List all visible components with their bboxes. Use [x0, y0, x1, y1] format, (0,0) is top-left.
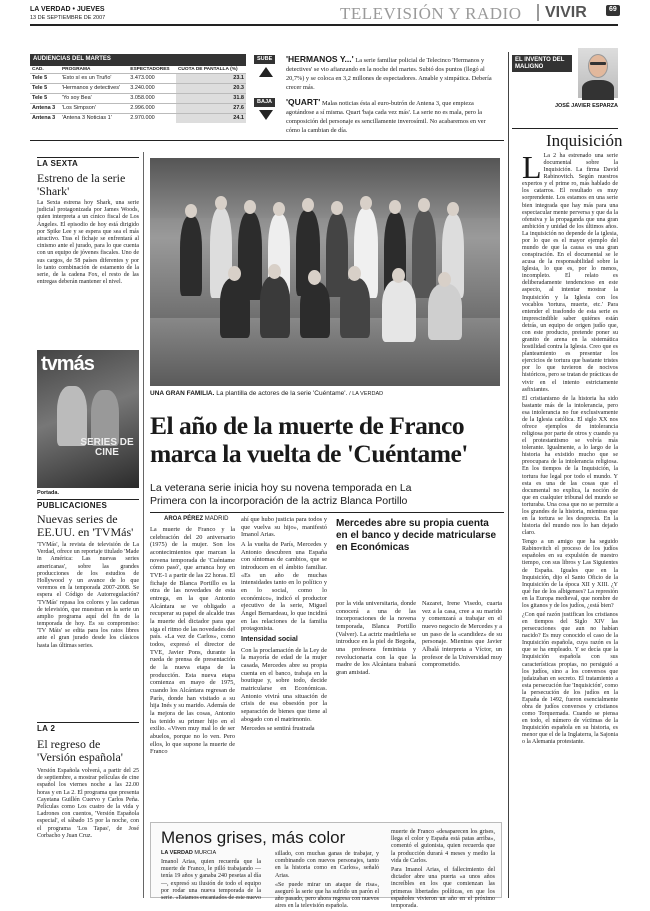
pub-tag: PUBLICACIONES: [37, 501, 108, 510]
header-rule: [30, 24, 618, 26]
audiencias-box: [30, 54, 246, 123]
sube-label: SUBE: [254, 55, 275, 64]
lasexta-text: La Sexta estrena hoy Shark, una serie judicial protagonizada por James Woods, quien interpreta a un cínico fiscal de Los Ángeles. El episodio de hoy está dirigido por Spike Lee y se espera que sea el más atractivo. Tras el fichaje se enfrentará al cinismo ante el jurado, para lo que cuenta con un equipo de jóvenes fiscales. Uno de sus cargos, de 58 países diferentes y por lo tanto combinación de estamento de la serie, de la cadena Fox, el resto de las entregas deberán mantener el nivel.: [37, 200, 139, 286]
table-row: [30, 94, 246, 104]
header-vivir: VIVIR: [545, 4, 587, 21]
main-headline-line1: El año de la muerte de Franco: [150, 411, 465, 440]
main-col2c-text: Con la proclamación de la Ley de la mayoría de edad de la mujer casada, Mercedes abre su propia cuenta en el banco, trabaja en la boutique y, sobre todo, decide matricularse en Económicas. Antonio vivirá una situación de crisis de esa obsesión por la separación de bienes que tiene al abogado con el matrimonio.: [241, 646, 327, 723]
invento-headline: Inquisición: [546, 131, 623, 150]
header-date: 13 DE SEPTIEMBRE DE 2007: [30, 15, 106, 21]
menos-col2: [275, 851, 379, 910]
invento-author: JOSÉ JAVIER ESPARZA: [554, 103, 618, 109]
sube-text: La serie familiar policial de Telecinco 'Hermanos y detectives' se vio afianzando en la noche del martes. Subió dos puntos (llegó al 20,7%) y se coloca en 3,2 millones de espectadores. Amable y simpática. Debería crecer más.: [286, 57, 492, 91]
menos-tag: LA VERDAD: [161, 850, 193, 856]
la2-body: [37, 768, 139, 842]
table-row: [30, 74, 246, 84]
pull-quote: Mercedes abre su propia cuenta en el banco y decide matricularse en Económicas: [336, 518, 497, 554]
main-col2b-text: A la vuelta de París, Mercedes y Antonio descubren una España con síntomas de cambios, que se introducen en el ámbito familiar. «Es un año de muchas intensidades tanto en lo político y en lo social, como lo económico», indicó el productor ejecutivo de la serie, Miguel Ángel Bernardeau, lo que incidirá en las relaciones de la familia protagonista.: [241, 541, 327, 633]
menos-city: MURCIA: [194, 850, 217, 856]
la2-text: Versión Española volverá, a partir del 25 de septiembre, a mostrar películas de cine español los viernes noche a las 22.00 horas y en La 2. El programa que presenta Cayetana Guillén Cuervo y Carlos Peña. Películas como Los cuatro de la vida y Ladrones con cuentos, 'Versión Española especial', el sábado 15 por la noche, con el programa 'Los Tapas', de José Corbacho y Juan Cruz.: [37, 768, 139, 839]
baja-title: 'QUART': [286, 97, 321, 107]
menos-col1: [161, 859, 261, 899]
row-prog: 'Hermanos y detectives': [60, 84, 128, 94]
invento-body-clip: [518, 895, 622, 902]
main-headline-line2: marca la vuelta de 'Cuéntame': [150, 439, 468, 469]
table-row: [30, 104, 246, 114]
row-pct: 27.6: [176, 104, 246, 114]
invento-p3: Tengo a un amigo que ha seguido Rabinovitch el proceso de los judíos españoles en su expulsión de nuestro tiempo, con sus libros y Las Siguientes de España. Iguales que en la Inquisición, dijo el Santo Oficio de la Inquisición de la época XII y XIII. ¿Y qué fue de los albigenses? La represión en la Europa medieval, que nombre de los gitanos y de los judíos, ¿está bien?: [522, 539, 618, 609]
col-cuota: CUOTA DE PANTALLA (%): [177, 66, 238, 72]
row-chan: Antena 3: [30, 104, 60, 114]
main-col2-text: ahí que hubo justicia para todos y que vuelva su hijo», manifestó Imanol Arias.: [241, 516, 327, 539]
sube-item: [286, 54, 498, 91]
main-subhead: Intensidad social: [241, 636, 298, 644]
main-photo: [150, 158, 500, 386]
photo-caption-text: La plantilla de actores de la serie 'Cuéntame'.: [216, 390, 348, 397]
byline-author: AROA PÉREZ: [164, 516, 204, 522]
main-col4-text: Nazaret, Irene Visedo, cuarta vez a la casa, cree a su marido y comenzará a trabajar en el nuevo negocio de Mercedes y a un paso de la «candidez» de su personaje. Mientras que Javier Albalá interpreta a Víctor, un profesor de la Universidad muy comprometido.: [422, 600, 502, 669]
row-chan: Tele 5: [30, 94, 60, 104]
sube-title: 'HERMANOS Y...': [286, 54, 354, 64]
baja-item: [286, 97, 498, 134]
table-row: [30, 84, 246, 94]
right-column-rule: [508, 52, 509, 898]
row-chan: Antena 3: [30, 113, 60, 122]
main-col2: [241, 516, 327, 814]
invento-rule: [512, 128, 618, 129]
header-section: TELEVISIÓN Y RADIO: [340, 4, 522, 23]
byline-city: MADRID: [204, 516, 229, 522]
row-esp: 2.970.000: [128, 113, 176, 122]
invento-p1: La 2 ha estrenado una serie documental sobre la Inquisición. La firma David Rabinovitch. Según nuestros expertos y el prime ro, más hablado de los catarros. El resultado es muy sorprendente. Los estamos en una serie bien integrada que hay más para una espectacular mente perversa y que da la ofensiva y la propaganda que una gran ambición y unidad de los últimos años. La inquisición no depende de la iglesia, por lo que es el mayor ejemplo del mundo de que la causa es una gran conspiración. En el documental se le acusa de la responsabilidad sobre la Iglesia, lo que es, por lo menos, incompleto. El relato es deliberadamente tendencioso en este aspecto, al intentar mostrar la Inquisición y la Iglesia con los vocablos 'tortura, muerte, etc.' Para entender el trasfondo de esta serie es imprescindible saber quiénes están detrás, un equipo de origen judío que, con este producto, pretende poner su granito de arena en la sistemática hostilidad contra la Iglesia. Creo que es planteamiento es presentar los ejercicios de tortura que bastante tristes por lo que tuvieron de nocivos históricos, pero se tratan de prácticas de vivir en el intento estrictamente asfixiantes.: [522, 153, 618, 393]
pub-text: 'TVMás', la revista de televisión de La Verdad, ofrece un reportaje titulado 'Made in América: Las nuevas series americanas', sobre las grandes producciones de los estudios de Hollywood y un avance de lo que veremos en la temporada 2007-2008. Se espera el Código de Autorregulación? 'TVMás' repasa los colores y las cadenas de televisión, que muestran en la serie un amplio programa aquí del fin de la temporada de hoy. Es su compromiso: 'TV Máis' se edita para los ratos libres ante el gran jurado desde los clásicos hasta las últimas series.: [37, 542, 139, 649]
invento-p4: ¿Con qué razón justifican los cristianos en tiempos del Siglo XIV las persecuciones que aun no habían nacido? Es muy conocido el caso de la Inquisición española, cuya razón es la que se ha empleado. Y se decía que la Inquisición española con sus características propias, no persiguió a los judíos, sino a los conversos que judaizaban en secreto. El tratamiento a esta persecución fue 'Inquisición', como la persecución de los judíos en la España de 1492, fueron esencialmente obra de judíos conversos y cristianos como Torquemada. Cuando se piensa en todo, el número de víctimas de la Inquisición española en su historia, es menor que el de la Inglaterra, la Sajonia o la Alemania protestante.: [522, 612, 618, 746]
lasexta-body: [37, 200, 139, 288]
main-deck-line1: La veterana serie inicia hoy su novena temporada en La: [150, 482, 412, 494]
invento-title: EL INVENTO DEL MALIGNO: [512, 55, 572, 72]
main-col2d-text: Mercedes se sentirá frustrada: [241, 725, 315, 733]
la2-tag: LA 2: [37, 724, 56, 733]
row-pct: 31.8: [176, 94, 246, 104]
main-deck-line2: Primera con la incorporación de la actriz Blanca Portillo: [150, 495, 408, 508]
audiencias-table: [30, 66, 246, 123]
lasexta-tag: LA SEXTA: [37, 159, 79, 168]
table-row: [30, 113, 246, 122]
author-face-icon: [588, 54, 608, 78]
byline: [164, 516, 228, 524]
invento-body: [522, 149, 618, 748]
tvmas-cover: [37, 350, 139, 488]
row-chan: Tele 5: [30, 74, 60, 84]
menos-col1-text: Imanol Arias, quien recuerda que la muerte de Franco, le pilló trabajando —tenía 19 años y ganaba 240 pesetas al día—, expresó su ilusión de todo el equipo por rodar una nueva temporada de la serie. «Estamos encantados de este nuevo: [161, 859, 261, 901]
main-col1-text: La muerte de Franco y la celebración del 20 aniversario (1975) de la mujer. Son los acontecimientos que marcan la novena temporada de 'Cuéntame cómo pasó', que arranca hoy en TVE-1 a partir de las 22 horas. El fichaje de Blanca Portillo es la otra de las novedades de esta entrega, en la que Antonio Alcántara se ve obligado a recuperar su papel de alcalde tras la muerte del dictador para que siga el ritmo de las novedades del país. «La vez de Carlos», como todos, expresó el director de TVE, Javier Pons, durante la rueda de prensa de presentación de la nueva etapa de la producción. Esta nueva etapa comienza en mayo de 1975, cuando los Alcántara regresan de París, donde han visitado a su hija Inés y su marido. Además de la mejora de las cosas, Antonio ha tenido su primer hijo en el exilio. «Viven muy mal lo de ser abuelos, porque no lo ven. Pero ellos, lo que supone la muerte de Franco: [150, 526, 235, 756]
main-deck: [150, 482, 504, 508]
col-programa: PROGRAMA: [61, 66, 91, 72]
row-esp: 2.996.000: [128, 104, 176, 114]
left-column-vrule: [143, 152, 144, 898]
deck-rule: [150, 512, 504, 513]
pub-rule: [37, 499, 139, 500]
row-prog: 'Los Simpson': [60, 104, 128, 114]
row-esp: 3.240.000: [128, 84, 176, 94]
menos-box: [150, 822, 502, 910]
menos-col3b-text: Para Imanol Arias, el fallecimiento del dictador abre una puerta «a unos años increíbles en los que comienzan las primeras libertades políticas, en que los españoles vivieron un año en el próximo temporada.: [391, 866, 495, 909]
photo-credit: / LA VERDAD: [349, 391, 384, 397]
arrow-up-icon: [259, 67, 273, 77]
header-divider: [537, 4, 539, 21]
top-band-rule: [30, 140, 504, 141]
row-prog: 'Yo soy Bea': [60, 94, 128, 104]
main-col3-text: por la vida universitaria, donde conocerá a una de las incorporaciones de la novena temporada, Blanca Portillo (Valver). La actriz madrileña se introduce en la piel de Begoña, una profesora feminista y revolucionaria con la que la madre de los Alcántara trabará gran amistad.: [336, 600, 416, 677]
row-pct: 23.1: [176, 74, 246, 84]
pub-body: [37, 542, 139, 652]
menos-col3: [391, 829, 495, 909]
menos-byline: [161, 850, 216, 857]
main-headline: [150, 412, 504, 468]
header-paper: LA VERDAD • JUEVES: [30, 6, 105, 13]
left-col-rule: [37, 157, 139, 158]
menos-col3-text: muerte de Franco «desaparecen los grises, llega el color y España está patas arriba», comentó el guionista, quien recuerda que la producción durará 4 meses y medio la vida de Carlos.: [391, 829, 495, 864]
row-esp: 3.058.000: [128, 94, 176, 104]
arrow-down-icon: [259, 110, 273, 120]
row-esp: 3.473.000: [128, 74, 176, 84]
lasexta-title: Estreno de la serie 'Shark': [37, 171, 126, 199]
menos-title: Menos grises, más color: [161, 828, 346, 847]
la2-title: El regreso de 'Versión española': [37, 737, 123, 765]
page-number: 69: [606, 5, 620, 16]
col-cad: CAD.: [32, 66, 44, 72]
author-photo: [578, 48, 618, 98]
tvmas-logo: tvmás: [41, 353, 94, 375]
row-chan: Tele 5: [30, 84, 60, 94]
baja-text: Malas noticias ésta al euro-butrón de Antena 3, que empieza agotándose a sí misma. Quart 'baja cada vez más'. La serie no es mala, pero la composición del personaje es sencillamente inverosímil. No acabaremos en ver cómo la cambian de día.: [286, 100, 486, 134]
photo-caption: [150, 390, 500, 398]
row-prog: 'Antena 3 Noticias 1': [60, 113, 128, 122]
main-col1: [150, 526, 235, 814]
menos-col2b-text: «Se puede mirar un ataque de risa», aseguró la serie que ha sufrido un parón el año pasado, pero ahora regresa con nuevos aires en la televisión española.: [275, 881, 379, 910]
row-pct: 20.3: [176, 84, 246, 94]
tvmas-cover-text: SERIES DE CINE: [80, 437, 134, 458]
main-col4: [422, 600, 502, 814]
row-pct: 24.1: [176, 113, 246, 122]
audiencias-title: AUDIENCIAS DEL MARTES: [30, 54, 246, 66]
col-espectadores: ESPECTADORES: [130, 66, 170, 72]
photo-caption-bold: UNA GRAN FAMILIA.: [150, 390, 215, 397]
main-col3: [336, 600, 416, 814]
tvmas-caption: Portada.: [37, 490, 60, 496]
la2-rule: [37, 722, 139, 723]
row-prog: 'Esto sí es un Truño': [60, 74, 128, 84]
pub-title: Nuevas series de EE.UU. en 'TVMás': [37, 512, 134, 540]
invento-p2: El cristianismo de la historia ha sido bastante más de la intolerancia, pero esa intolerancia no fue exclusivamente de la Iglesia católica. El siglo XX nos ofrece ejemplos de intolerancia religiosa por parte de otros y cuando ya el protestantismo se volvía más tolerante. Igualmente, a lo largo de la historia ha existido mucho que se preocupara de la intolerancia religiosa. En los tiempos de la Inquisición, la tortura fue legal por todo el mundo. Y esta es una de las cosas que el documental no explica, la noción de que en cualquier tribunal del mundo se torturaba. Una cosa que no se permite a los grandes de la historia, mientras que en la tortura se les desprecia. En la historia del mundo nos lo han dejado claro.: [522, 395, 618, 537]
menos-col2-text: sillado, con muchas ganas de trabajar, y combinando con nuevos personajes, tanto en la historia como en Carlos», señaló Arias.: [275, 851, 379, 879]
baja-label: BAJA: [254, 98, 275, 107]
dropcap: L: [522, 149, 542, 185]
